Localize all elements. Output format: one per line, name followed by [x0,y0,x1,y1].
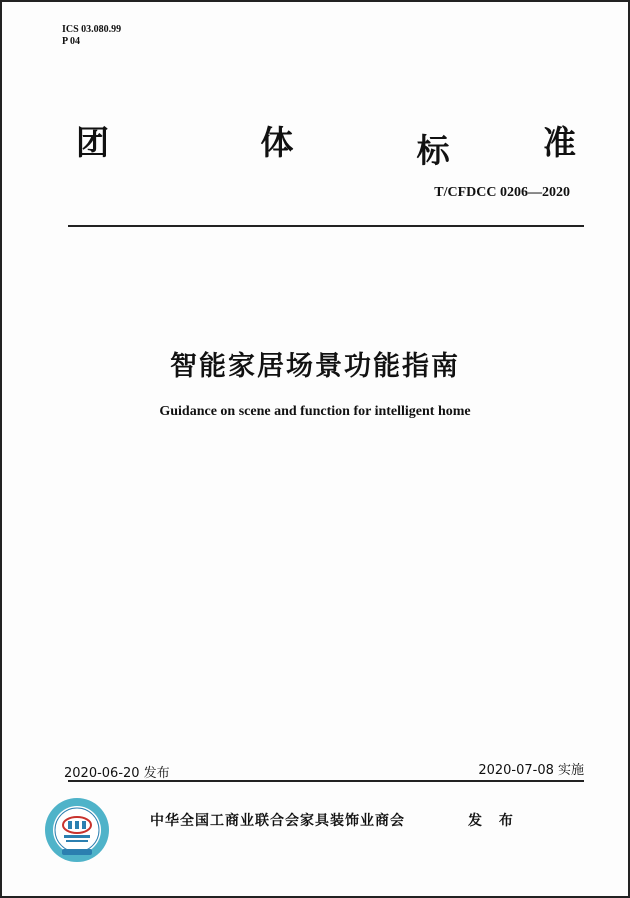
title-english: Guidance on scene and function for intelligent home [159,404,471,419]
ics-code: ICS 03.080.99 [62,24,122,35]
ccs-code: P 04 [62,36,81,47]
issue-date: 2020-06-20 发布 [64,766,170,781]
publish-label: 发 布 [468,813,519,829]
standard-type-heading [76,117,576,172]
bottom-divider [68,780,584,782]
anti-counterfeit-seal-icon [44,797,110,863]
ics-classification [62,24,121,48]
title-chinese: 智能家居场景功能指南 [170,351,460,382]
standard-type-char: 团 [76,123,109,162]
standard-type-char: 标 [416,131,450,170]
top-divider [68,225,584,227]
standard-number: T/CFDCC 0206—2020 [434,185,570,200]
implementation-date: 2020-07-08 实施 [478,763,584,778]
standard-type-char: 准 [542,123,576,162]
publisher-name: 中华全国工商业联合会家具装饰业商会 [150,813,405,829]
standard-type-char: 体 [260,123,294,162]
